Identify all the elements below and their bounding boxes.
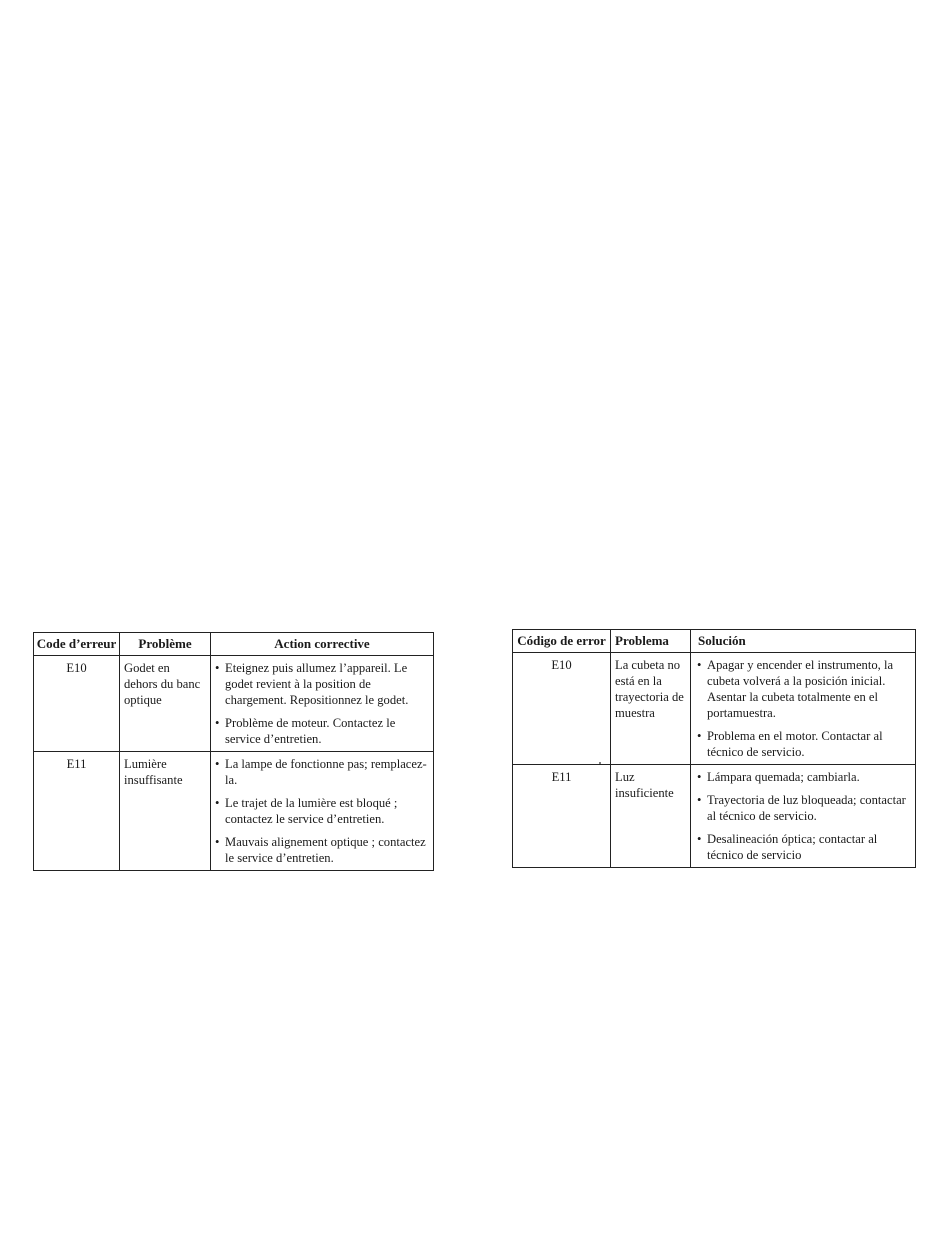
error-table-french — [33, 632, 434, 871]
action-item: • La lampe de fonctionne pas; remplacez-la. — [215, 756, 427, 788]
table-row — [34, 656, 434, 752]
table-row — [34, 752, 434, 871]
header-row — [513, 630, 916, 653]
error-code-cell: E10 — [34, 656, 120, 752]
header-solution: Solución — [691, 630, 916, 653]
error-code-cell: E11 — [34, 752, 120, 871]
action-item: • Mauvais alignement optique ; contactez le service d’entretien. — [215, 834, 427, 866]
problem-cell: Godet en dehors du banc optique — [120, 656, 211, 752]
problem-cell: La cubeta no está en la trayectoria de muestra — [611, 653, 691, 765]
problem-cell: Lumière insuffisante — [120, 752, 211, 871]
header-problem: Problème — [120, 633, 211, 656]
header-action: Action corrective — [211, 633, 434, 656]
action-cell — [211, 656, 434, 752]
header-problem: Problema — [611, 630, 691, 653]
action-item: • Problème de moteur. Contactez le service d’entretien. — [215, 715, 427, 747]
header-code: Código de error — [513, 630, 611, 653]
problem-cell: Luz insuficiente — [611, 765, 691, 868]
action-cell — [211, 752, 434, 871]
header-code: Code d’erreur — [34, 633, 120, 656]
solution-item: • Problema en el motor. Contactar al técnico de servicio. — [697, 728, 909, 760]
solution-item: • Lámpara quemada; cambiarla. — [697, 769, 909, 785]
solution-cell — [691, 653, 916, 765]
table-row — [513, 765, 916, 868]
error-table-spanish — [512, 629, 916, 868]
error-code-cell: E10 — [513, 653, 611, 765]
scan-speck — [599, 762, 601, 764]
solution-item: • Trayectoria de luz bloqueada; contactar al técnico de servicio. — [697, 792, 909, 824]
solution-item: • Apagar y encender el instrumento, la cubeta volverá a la posición inicial. Asentar la cubeta totalmente en el portamuestra. — [697, 657, 909, 721]
action-item: • Le trajet de la lumière est bloqué ; contactez le service d’entretien. — [215, 795, 427, 827]
table-row — [513, 653, 916, 765]
header-row — [34, 633, 434, 656]
solution-cell — [691, 765, 916, 868]
solution-item: • Desalineación óptica; contactar al técnico de servicio — [697, 831, 909, 863]
action-item: • Eteignez puis allumez l’appareil. Le godet revient à la position de chargement. Repositionnez le godet. — [215, 660, 427, 708]
error-code-cell: E11 — [513, 765, 611, 868]
